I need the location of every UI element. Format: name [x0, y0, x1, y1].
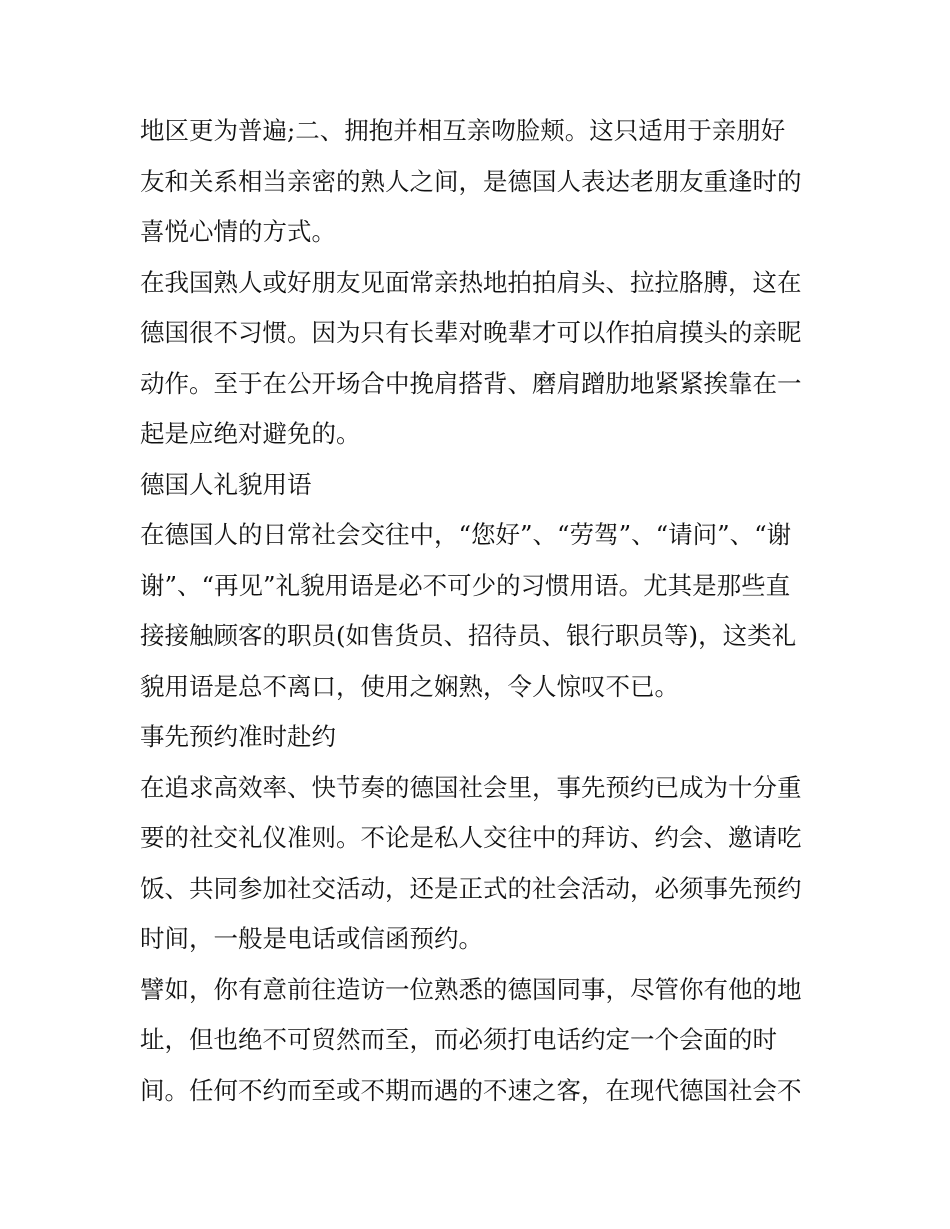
heading-line: 德国人礼貌用语 — [140, 469, 312, 499]
paragraph-greeting-customs — [140, 106, 820, 258]
section-heading-appointments — [140, 712, 820, 763]
text-line: 貌用语是总不离口，使用之娴熟，令人惊叹不已。 — [140, 671, 679, 701]
text-line: 地区更为普遍;二、拥抱并相互亲吻脸颊。这只适用于亲朋好 — [140, 116, 786, 145]
text-line: 德国很不习惯。因为只有长辈对晚辈才可以作拍肩摸头的亲昵 — [140, 318, 802, 347]
text-line: 时间，一般是电话或信函预约。 — [140, 924, 483, 953]
text-line: 址，但也绝不可贸然而至，而必须打电话约定一个会面的时 — [140, 1025, 777, 1054]
text-line: 要的社交礼仪准则。不论是私人交往中的拜访、约会、邀请吃 — [140, 823, 802, 852]
paragraph-appointments — [140, 763, 820, 965]
text-line: 友和关系相当亲密的熟人之间，是德国人表达老朋友重逢时的 — [140, 166, 802, 196]
text-line: 在追求高效率、快节奏的德国社会里，事先预约已成为十分重 — [140, 772, 802, 802]
paragraph-physical-contact — [140, 258, 820, 460]
paragraph-visiting-example — [140, 965, 820, 1117]
paragraph-polite-language — [140, 510, 820, 712]
text-line: 接接触顾客的职员(如售货员、招待员、银行职员等)，这类礼 — [140, 621, 797, 650]
text-line: 谢”、“再见”礼貌用语是必不可少的习惯用语。尤其是那些直 — [140, 570, 791, 600]
document-body — [140, 106, 820, 1116]
text-line: 譬如，你有意前往造访一位熟悉的德国同事，尽管你有他的地 — [140, 974, 802, 1004]
heading-line: 事先预约准时赴约 — [140, 722, 336, 751]
text-line: 喜悦心情的方式。 — [140, 217, 336, 246]
text-line: 动作。至于在公开场合中挽肩搭背、磨肩蹭肋地紧紧挨靠在一 — [140, 368, 802, 398]
text-line: 饭、共同参加社交活动，还是正式的社会活动，必须事先预约 — [140, 873, 802, 903]
text-line: 在我国熟人或好朋友见面常亲热地拍拍肩头、拉拉胳膊，这在 — [140, 267, 802, 297]
text-line: 间。任何不约而至或不期而遇的不速之客，在现代德国社会不 — [140, 1075, 802, 1105]
text-line: 在德国人的日常社会交往中，“您好”、“劳驾”、“请问”、“谢 — [140, 520, 792, 549]
section-heading-polite-language — [140, 460, 820, 511]
text-line: 起是应绝对避免的。 — [140, 419, 361, 448]
